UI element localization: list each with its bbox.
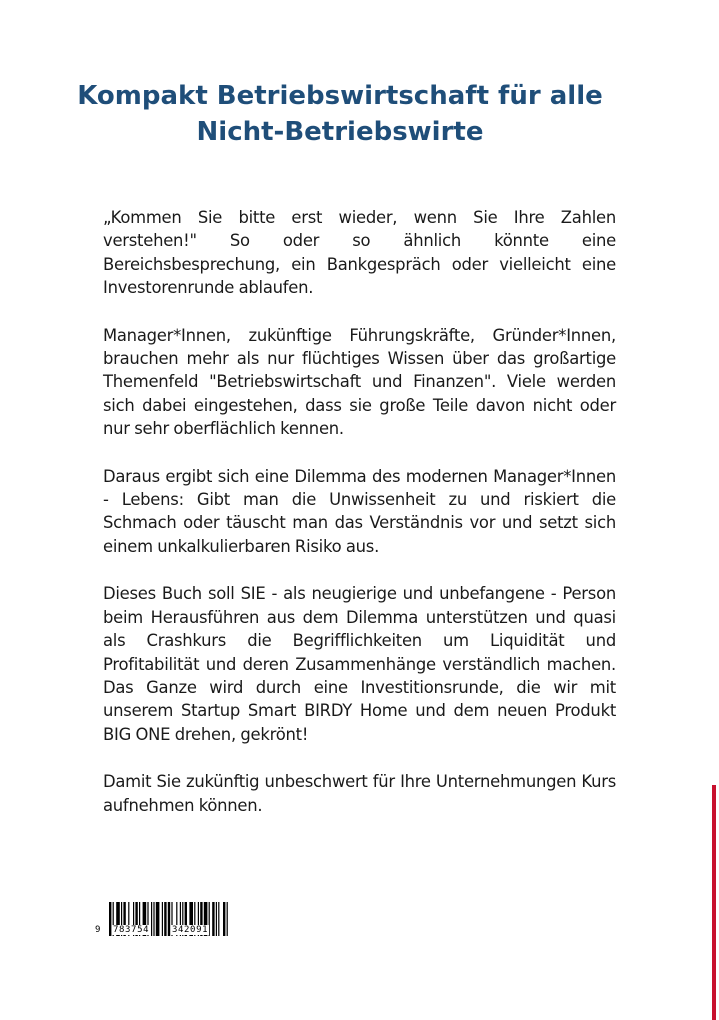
blurb-paragraph-5: Damit Sie zukünftig unbeschwert für Ihre Unternehmungen Kurs aufnehmen können. <box>103 772 616 815</box>
spine-accent-line <box>712 785 716 1020</box>
blurb-paragraph-2: Manager*Innen, zukünftige Führungskräfte, Gründer*Innen, brauchen mehr als nur flüchtiges Wissen über das großartige Themenfeld "Betriebswirtschaft und Finanzen". Viele werden sich dabei eingestehen, dass sie große Teile davon nicht oder nur sehr oberflächlich kennen. <box>103 325 616 439</box>
isbn-group-1: 783754 <box>113 925 150 935</box>
blurb-paragraph-3: Daraus ergibt sich eine Dilemma des modernen Manager*Innen - Lebens: Gibt man die Unwissenheit zu und riskiert die Schmach oder täuscht man das Verständnis vor und setzt sich einem unkalkulierbaren Risiko aus. <box>103 466 616 556</box>
isbn-lead-digit: 9 <box>95 925 102 935</box>
book-title <box>60 78 620 150</box>
blurb-paragraph-4: Dieses Buch soll SIE - als neugierige und unbefangene - Person beim Herausführen aus dem Dilemma unterstützen und quasi als Crashkurs die Begrifflichkeiten um Liquidität und Profitabilität und deren Zusammenhänge verständlich machen. Das Ganze wird durch eine Investitionsrunde, die wir mit unserem Startup Smart BIRDY Home und dem neuen Produkt BIG ONE drehen, gekrönt! <box>103 584 616 744</box>
blurb-paragraph-1: „Kommen Sie bitte erst wieder, wenn Sie Ihre Zahlen verstehen!" So oder so ähnlich könnte eine Bereichsbesprechung, ein Bankgespräch oder vielleicht eine Investorenrunde ablaufen. <box>103 208 616 298</box>
book-title-line-2: Nicht-Betriebswirte <box>196 117 484 147</box>
back-cover-blurb <box>103 206 616 817</box>
isbn-digits <box>95 925 235 965</box>
isbn-group-2: 342091 <box>172 925 209 935</box>
book-title-line-1: Kompakt Betriebswirtschaft für alle <box>77 81 603 111</box>
